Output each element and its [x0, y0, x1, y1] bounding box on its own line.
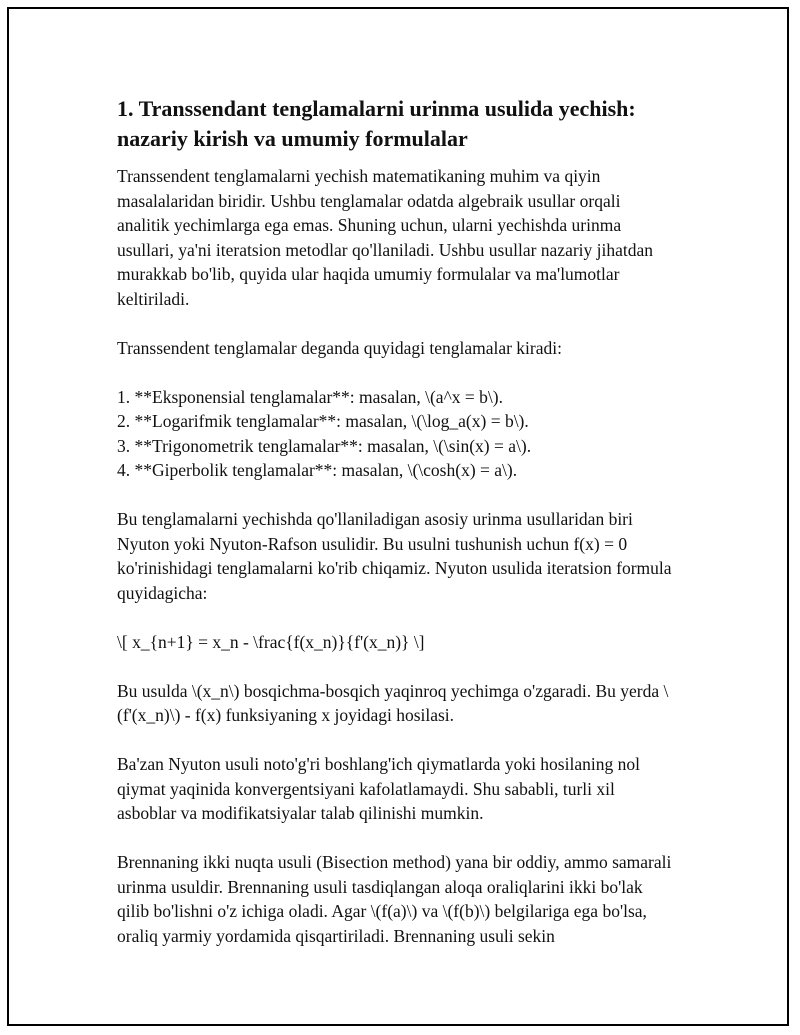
newton-intro-paragraph: Bu tenglamalarni yechishda qo'llaniladigan asosiy urinma usullaridan biri Nyuton yoki Nyuton-Rafson usulidir. Bu usulni tushunish uchun f(x) = 0 ko'rinishidagi tenglamalarni ko'rib chiqamiz. Nyuton usulida iteratsion formula quyidagicha:	[117, 509, 672, 603]
list-item: 3. **Trigonometrik tenglamalar**: masalan, \(\sin(x) = a\).	[117, 435, 532, 456]
types-intro-paragraph: Transsendent tenglamalar deganda quyidagi tenglamalar kiradi:	[117, 337, 562, 358]
page-title	[117, 94, 677, 154]
document-body	[117, 94, 677, 973]
bisection-paragraph: Brennaning ikki nuqta usuli (Bisection method) yana bir oddiy, ammo samarali urinma usuldir. Brennaning usuli tasdiqlangan aloqa oraliqlarini ikki bo'lak qilib bo'lishni o'z ichiga oladi. Agar \(f(a)\) va \(f(b)\) belgilariga ega bo'lsa, oraliq yarmiy yordamida qisqartiriladi. Brennaning usuli sekin	[117, 852, 672, 946]
title-line-1: 1. Transsendant tenglamalarni urinma usulida yechish:	[117, 96, 636, 121]
newton-formula: \[ x_{n+1} = x_n - \frac{f(x_n)}{f'(x_n)} \]	[117, 631, 425, 652]
equation-types-list	[117, 385, 677, 483]
list-item: 1. **Eksponensial tenglamalar**: masalan, \(a^x = b\).	[117, 386, 503, 407]
list-item: 4. **Giperbolik tenglamalar**: masalan, \(\cosh(x) = a\).	[117, 460, 518, 480]
title-line-2: nazariy kirish va umumiy formulalar	[117, 126, 468, 151]
list-item: 2. **Logarifmik tenglamalar**: masalan, \(\log_a(x) = b\).	[117, 411, 529, 431]
intro-paragraph: Transsendent tenglamalarni yechish matematikaning muhim va qiyin masalalaridan biridir. Ushbu tenglamalar odatda algebraik usullar orqali analitik yechimlarga ega emas. Shuning uchun, ularni yechishda urinma usullari, ya'ni iteratsion metodlar qo'llaniladi. Ushbu usullar nazariy jihatdan murakkab bo'lib, quyida ular haqida umumiy formulalar va ma'lumotlar keltiriladi.	[117, 166, 654, 309]
newton-explain-paragraph: Bu usulda \(x_n\) bosqichma-bosqich yaqinroq yechimga o'zgaradi. Bu yerda \(f'(x_n)\) - f(x) funksiyaning x joyidagi hosilasi.	[117, 680, 669, 725]
newton-caveat-paragraph: Ba'zan Nyuton usuli noto'g'ri boshlang'ich qiymatlarda yoki hosilaning nol qiymat yaqinida konvergentsiyani kafolatlamaydi. Shu sababli, turli xil asboblar va modifikatsiyalar talab qilinishi mumkin.	[117, 754, 640, 823]
